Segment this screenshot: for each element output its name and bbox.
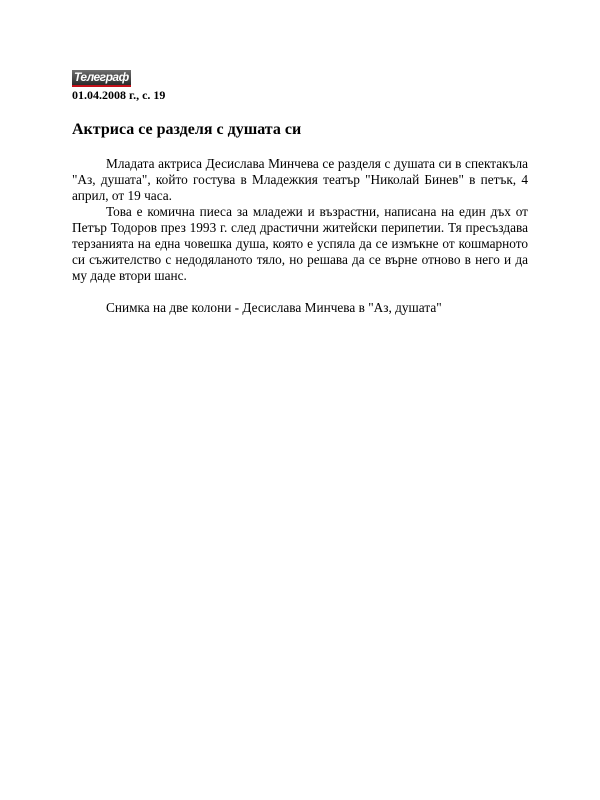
dateline: 01.04.2008 г., с. 19 xyxy=(72,88,166,102)
document-page xyxy=(72,68,528,316)
photo-caption: Снимка на две колони - Десислава Минчева в "Аз, душата" xyxy=(106,300,442,315)
article-headline: Актриса се разделя с душата си xyxy=(72,121,302,138)
newspaper-logo: Телеграф xyxy=(72,70,131,87)
article-paragraph-2: Това е комична пиеса за младежи и възрастни, написана на един дъх от Петър Тодоров през 1993 г. след драстични житейски перипетии. Тя пресъздава терзанията на една човешка душа, която е успяла да се измъкне от кошмарното си съжителство с недодяланото тяло, но решава да се върне отново в него и да му даде втори шанс. xyxy=(72,204,528,283)
article-paragraph-1: Младата актриса Десислава Минчева се разделя с душата си в спектакъла "Аз, душата", който гостува в Младежкия театър "Николай Бинев" в петък, 4 април, от 19 часа. xyxy=(72,156,528,203)
article-body xyxy=(72,156,528,284)
